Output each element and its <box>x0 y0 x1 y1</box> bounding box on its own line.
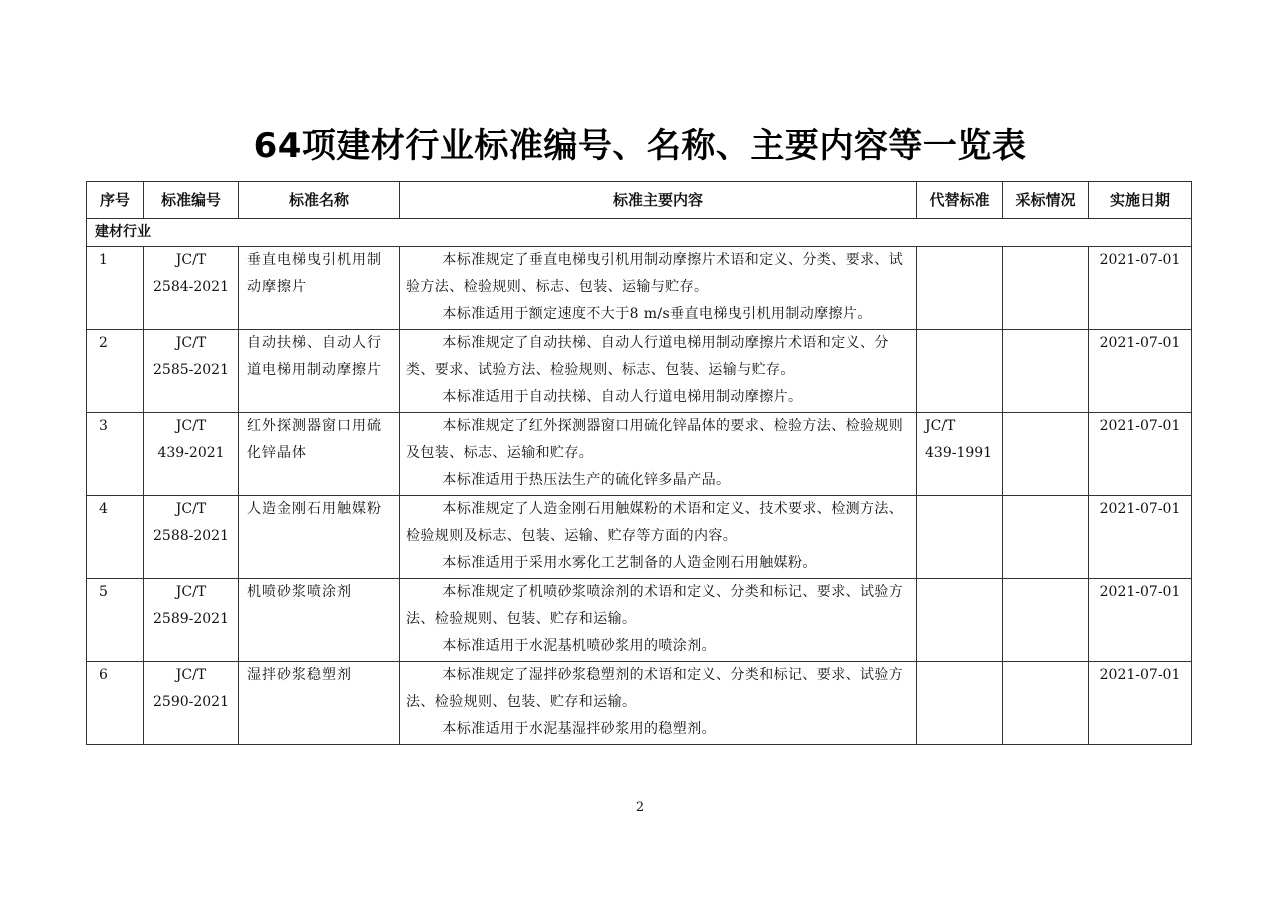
content-scope: 本标准规定了人造金刚石用触媒粉的术语和定义、技术要求、检测方法、检验规则及标志、包装、运输、贮存等方面的内容。 <box>406 501 904 544</box>
row-adoption <box>1003 330 1089 413</box>
content-applicability: 本标准适用于热压法生产的硫化锌多晶产品。 <box>442 472 731 488</box>
row-seq: 5 <box>87 579 144 662</box>
code-prefix: JC/T <box>175 335 207 351</box>
table-row <box>87 579 1192 662</box>
row-name: 人造金刚石用触媒粉 <box>239 496 400 579</box>
content-applicability: 本标准适用于采用水雾化工艺制备的人造金刚石用触媒粉。 <box>442 555 817 571</box>
header-name: 标准名称 <box>239 182 400 219</box>
row-name: 机喷砂浆喷涂剂 <box>239 579 400 662</box>
row-date: 2021-07-01 <box>1089 579 1192 662</box>
row-seq: 4 <box>87 496 144 579</box>
row-replaces <box>917 662 1003 745</box>
table-row <box>87 330 1192 413</box>
code-number: 2589-2021 <box>153 611 229 627</box>
row-date: 2021-07-01 <box>1089 330 1192 413</box>
row-seq: 6 <box>87 662 144 745</box>
header-row <box>87 182 1192 219</box>
row-date: 2021-07-01 <box>1089 496 1192 579</box>
row-code <box>144 579 239 662</box>
row-content <box>400 579 917 662</box>
row-content <box>400 247 917 330</box>
header-content: 标准主要内容 <box>400 182 917 219</box>
row-seq: 2 <box>87 330 144 413</box>
row-content <box>400 496 917 579</box>
header-code: 标准编号 <box>144 182 239 219</box>
code-prefix: JC/T <box>175 584 207 600</box>
code-number: 2585-2021 <box>153 362 229 378</box>
code-prefix: JC/T <box>175 667 207 683</box>
replaces-prefix: JC/T <box>925 418 956 434</box>
table-row <box>87 496 1192 579</box>
row-adoption <box>1003 413 1089 496</box>
row-replaces <box>917 413 1003 496</box>
content-applicability: 本标准适用于水泥基机喷砂浆用的喷涂剂。 <box>442 638 716 654</box>
content-scope: 本标准规定了机喷砂浆喷涂剂的术语和定义、分类和标记、要求、试验方法、检验规则、包装、贮存和运输。 <box>406 584 904 627</box>
row-name: 湿拌砂浆稳塑剂 <box>239 662 400 745</box>
row-adoption <box>1003 662 1089 745</box>
row-code <box>144 413 239 496</box>
content-scope: 本标准规定了湿拌砂浆稳塑剂的术语和定义、分类和标记、要求、试验方法、检验规则、包装、贮存和运输。 <box>406 667 904 710</box>
row-seq: 3 <box>87 413 144 496</box>
row-date: 2021-07-01 <box>1089 662 1192 745</box>
replaces-number: 439-1991 <box>925 445 993 461</box>
row-name: 红外探测器窗口用硫化锌晶体 <box>239 413 400 496</box>
code-number: 2590-2021 <box>153 694 229 710</box>
row-replaces <box>917 247 1003 330</box>
code-prefix: JC/T <box>175 418 207 434</box>
page-number: 2 <box>635 800 645 815</box>
row-code <box>144 330 239 413</box>
row-seq: 1 <box>87 247 144 330</box>
row-date: 2021-07-01 <box>1089 413 1192 496</box>
row-content <box>400 662 917 745</box>
content-scope: 本标准规定了垂直电梯曳引机用制动摩擦片术语和定义、分类、要求、试验方法、检验规则、标志、包装、运输与贮存。 <box>406 252 904 295</box>
content-applicability: 本标准适用于自动扶梯、自动人行道电梯用制动摩擦片。 <box>442 389 803 405</box>
code-prefix: JC/T <box>175 252 207 268</box>
content-scope: 本标准规定了红外探测器窗口用硫化锌晶体的要求、检验方法、检验规则及包装、标志、运输和贮存。 <box>406 418 904 461</box>
header-adoption: 采标情况 <box>1003 182 1089 219</box>
row-replaces <box>917 330 1003 413</box>
row-code <box>144 247 239 330</box>
table-row <box>87 247 1192 330</box>
row-replaces <box>917 496 1003 579</box>
standards-table <box>86 181 1192 745</box>
header-date: 实施日期 <box>1089 182 1192 219</box>
code-number: 439-2021 <box>157 445 225 461</box>
content-applicability: 本标准适用于额定速度不大于8 m/s垂直电梯曳引机用制动摩擦片。 <box>442 306 872 322</box>
row-name: 自动扶梯、自动人行道电梯用制动摩擦片 <box>239 330 400 413</box>
table-row <box>87 413 1192 496</box>
row-adoption <box>1003 496 1089 579</box>
section-label: 建材行业 <box>87 219 1192 247</box>
row-name: 垂直电梯曳引机用制动摩擦片 <box>239 247 400 330</box>
header-replaces: 代替标准 <box>917 182 1003 219</box>
header-seq: 序号 <box>87 182 144 219</box>
table-row <box>87 662 1192 745</box>
row-adoption <box>1003 579 1089 662</box>
code-prefix: JC/T <box>175 501 207 517</box>
row-code <box>144 496 239 579</box>
row-adoption <box>1003 247 1089 330</box>
code-number: 2588-2021 <box>153 528 229 544</box>
row-date: 2021-07-01 <box>1089 247 1192 330</box>
row-code <box>144 662 239 745</box>
document-title: 64项建材行业标准编号、名称、主要内容等一览表 <box>253 126 1027 166</box>
row-replaces <box>917 579 1003 662</box>
code-number: 2584-2021 <box>153 279 229 295</box>
section-row <box>87 219 1192 247</box>
row-content <box>400 413 917 496</box>
row-content <box>400 330 917 413</box>
content-applicability: 本标准适用于水泥基湿拌砂浆用的稳塑剂。 <box>442 721 716 737</box>
content-scope: 本标准规定了自动扶梯、自动人行道电梯用制动摩擦片术语和定义、分类、要求、试验方法、检验规则、标志、包装、运输与贮存。 <box>406 335 889 378</box>
